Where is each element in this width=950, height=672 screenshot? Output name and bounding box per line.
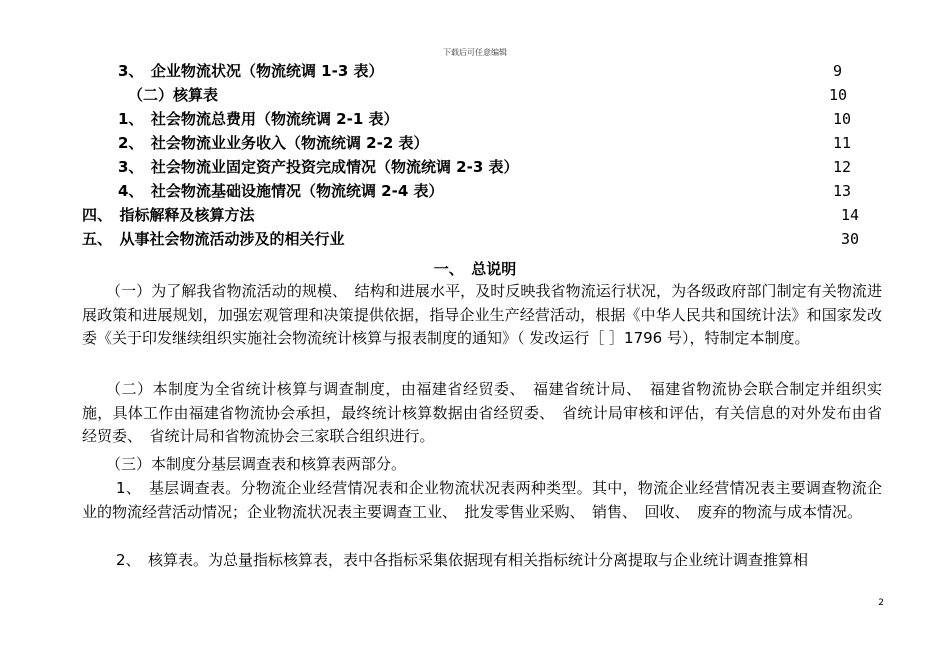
toc-item-page: 14 xyxy=(841,206,860,224)
toc-item-label: 4、 社会物流基础设施情况（物流统调 2-4 表） xyxy=(118,182,444,200)
toc-item-label: 五、 从事社会物流活动涉及的相关行业 xyxy=(82,230,345,248)
toc-item-page: 13 xyxy=(833,182,852,200)
body-paragraph: 1、 基层调查表。分物流企业经营情况表和企业物流状况表两种类型。其中，物流企业经营情况表主要调查物流企业的物流经营活动情况；企业物流状况表主要调查工业、 批发零售业采购、 销售、 回收、 废弃的物流与成本情况。 xyxy=(82,479,882,521)
toc-item-label: 3、 社会物流业固定资产投资完成情况（物流统调 2-3 表） xyxy=(118,158,519,176)
toc-item-label: 2、 社会物流业业务收入（物流统调 2-2 表） xyxy=(118,134,429,152)
toc-item-page: 9 xyxy=(833,62,843,80)
body-paragraph: （一）为了解我省物流活动的规模、 结构和进展水平，及时反映我省物流运行状况，为各级政府部门制定有关物流进展政策和进展规划，加强宏观管理和决策提供依据，指导企业生产经营活动，根据《中华人民共和国统计法》和国家发改委《关于印发继续组织实施社会物流统计核算与报表制度的通知》（ 发改运行［ ］1796 号），特制定本制度。 xyxy=(82,282,882,347)
body-paragraph: （二）本制度为全省统计核算与调查制度，由福建省经贸委、 福建省统计局、 福建省物流协会联合制定并组织实施，具体工作由福建省物流协会承担，最终统计核算数据由省经贸委、 省统计局审核和评估，有关信息的对外发布由省经贸委、 省统计局和省物流协会三家联合组织进行。 xyxy=(82,380,882,445)
body-paragraph: （三）本制度分基层调查表和核算表两部分。 xyxy=(106,455,407,473)
toc-item-page: 10 xyxy=(829,86,848,104)
body-paragraph: 2、 核算表。为总量指标核算表，表中各指标采集依据现有相关指标统计分离提取与企业统计调查推算相 xyxy=(116,551,809,569)
toc-item-label: 3、 企业物流状况（物流统调 1-3 表） xyxy=(118,62,384,80)
toc-item-page: 10 xyxy=(833,110,852,128)
toc-item-label: 四、 指标解释及核算方法 xyxy=(82,206,255,224)
toc-item-page: 30 xyxy=(841,230,860,248)
page-number: 2 xyxy=(878,598,884,608)
toc-item-label: 1、 社会物流总费用（物流统调 2-1 表） xyxy=(118,110,399,128)
header-note: 下载后可任意编辑 xyxy=(443,48,507,57)
toc-item-page: 12 xyxy=(833,158,852,176)
toc-item-label: （二）核算表 xyxy=(128,86,219,104)
toc-item-page: 11 xyxy=(833,134,852,152)
section-title: 一、 总说明 xyxy=(433,260,517,278)
